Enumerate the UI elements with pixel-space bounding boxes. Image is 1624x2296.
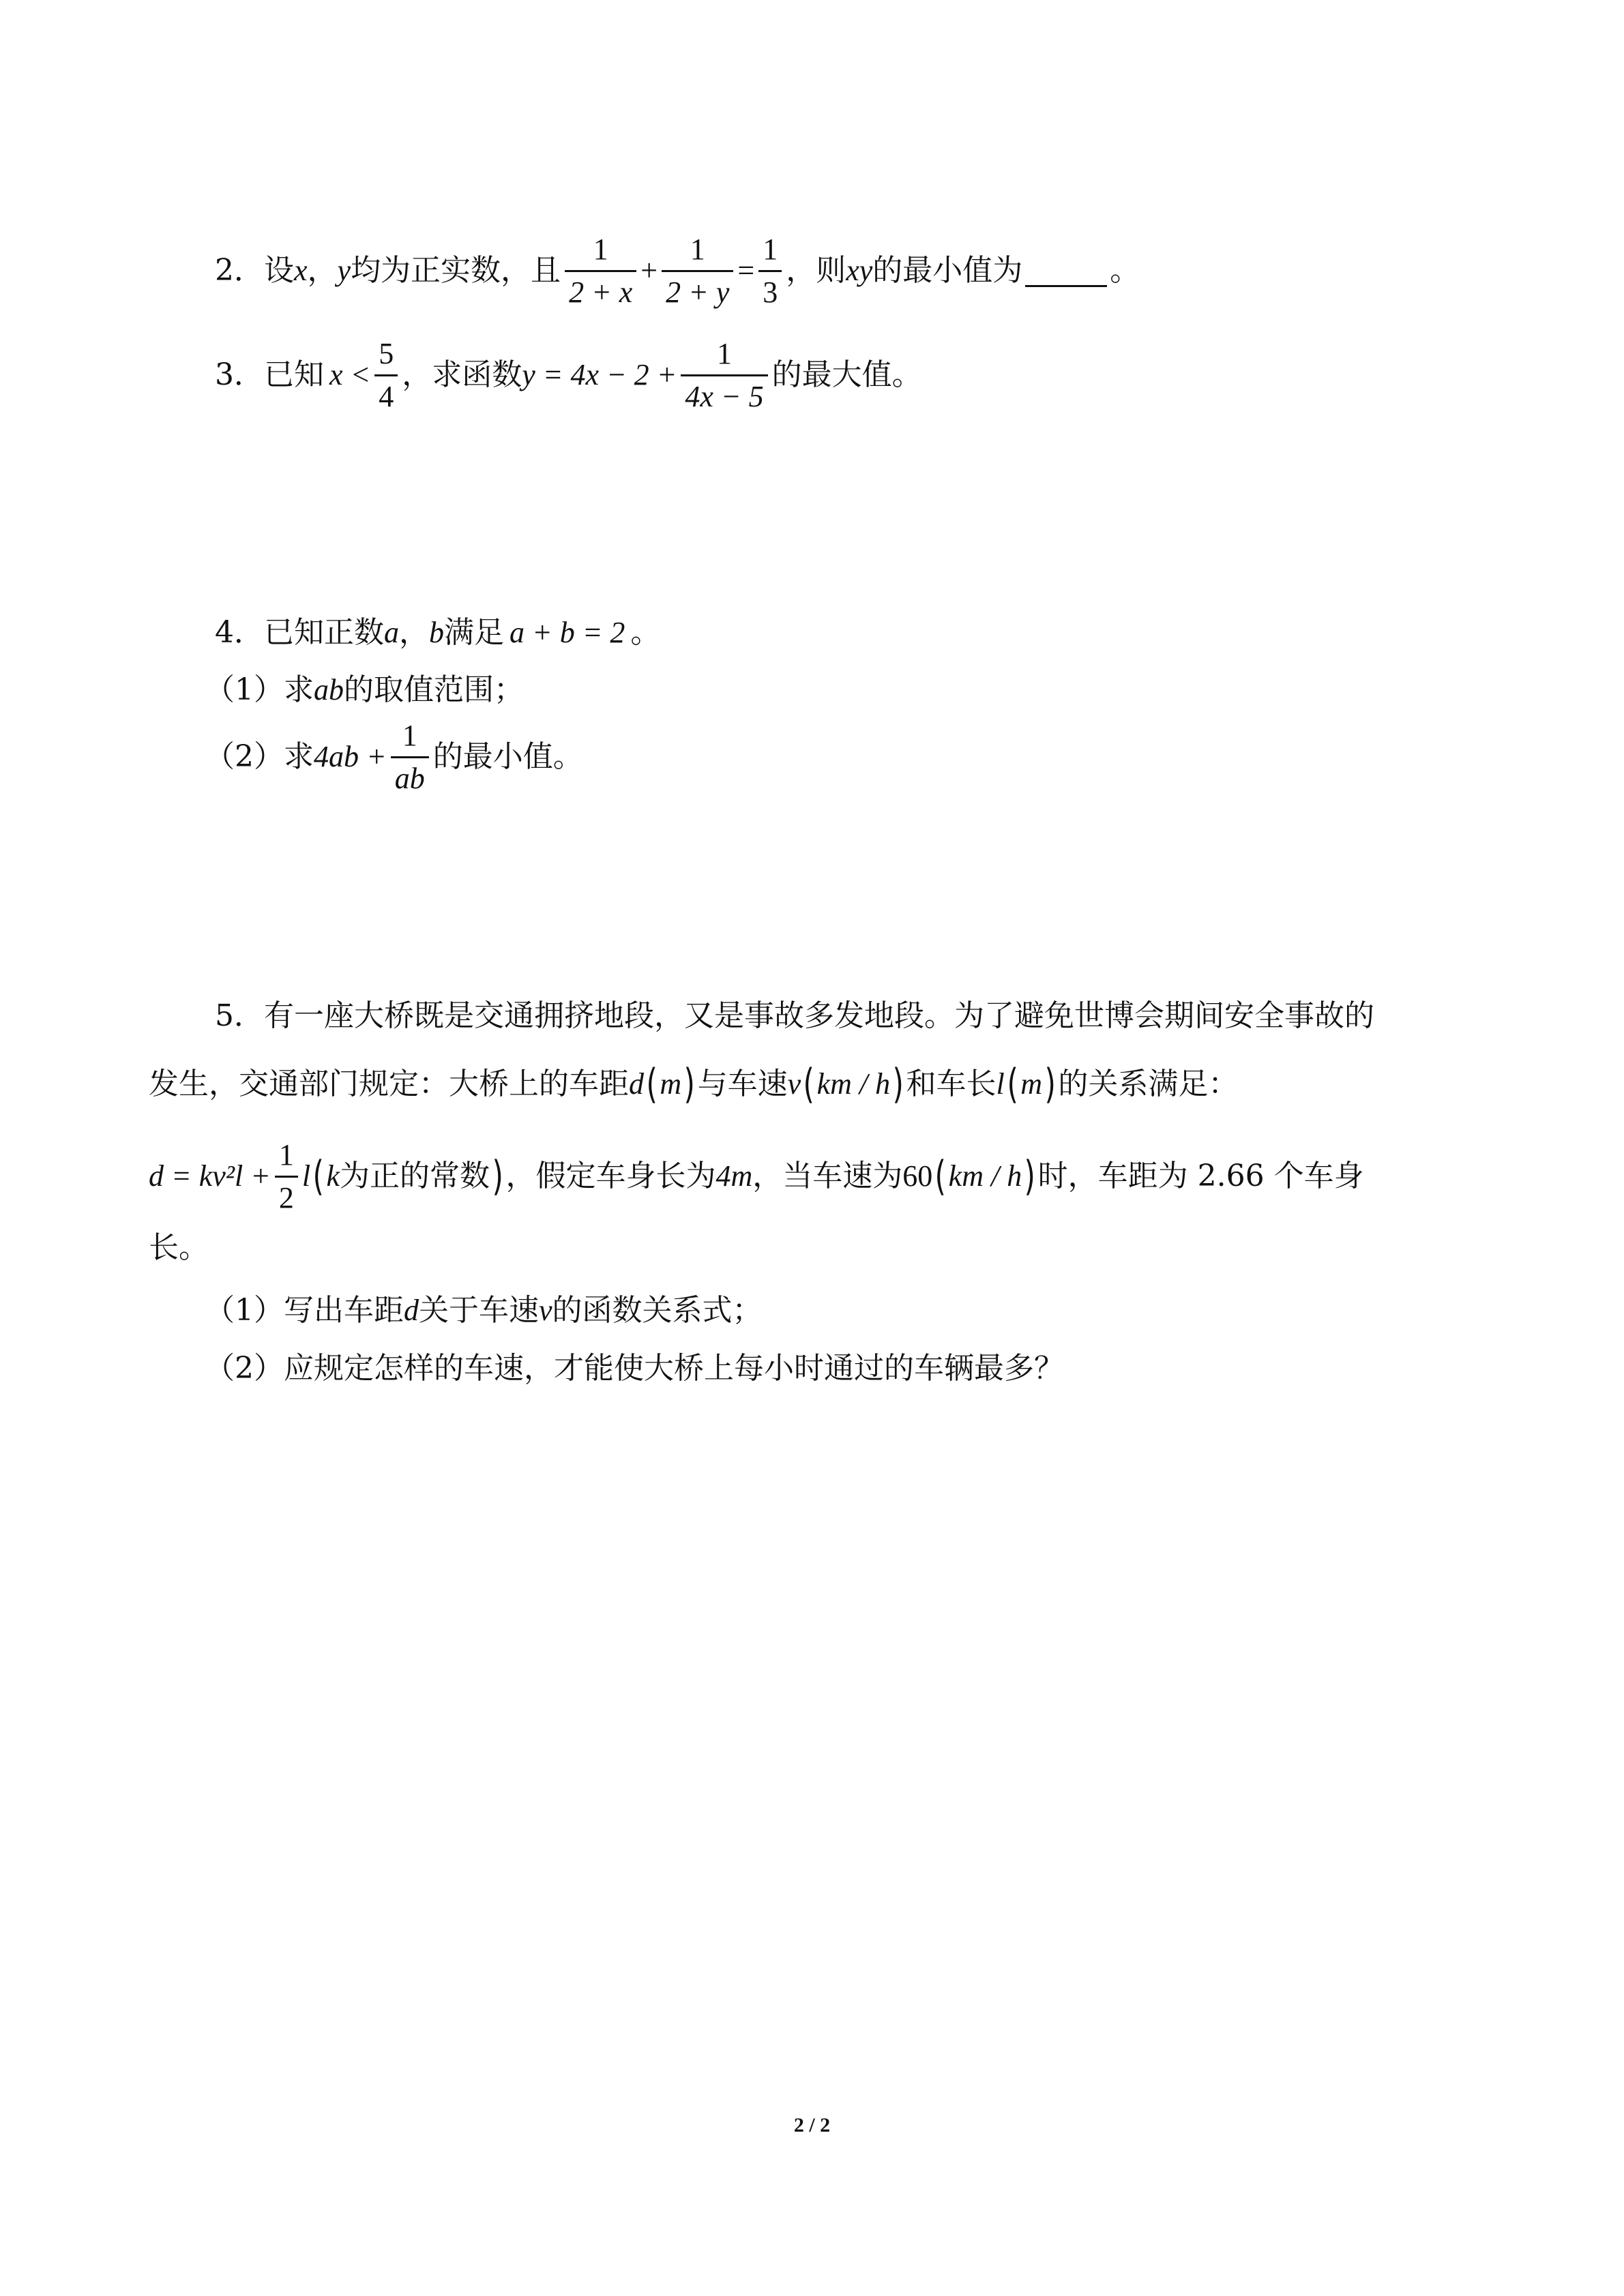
q2-var-x: x — [294, 254, 308, 287]
q4-number: 4．已知正数 — [215, 615, 384, 650]
q2-equals: = — [737, 254, 755, 287]
q5-l2-text-d: 的关系满足： — [1058, 1067, 1239, 1101]
q5-l2-paren-open-3: ( — [1007, 1060, 1018, 1108]
q5-l3-var-l: l — [301, 1159, 311, 1193]
q5-line-1-text: 5．有一座大桥既是交通拥挤地段，又是事故多发地段。为了避免世博会期间安全事故的 — [215, 998, 1374, 1033]
q4-p2-denominator: ab — [391, 756, 429, 796]
q4-equation: a + b = 2 — [510, 616, 625, 649]
q5-p2-text: （2）应规定怎样的车速，才能使大桥上每小时通过的车辆最多？ — [205, 1351, 1064, 1386]
q5-l3-paren-close-2: ) — [1024, 1152, 1036, 1200]
q5-l2-paren-close-1: ) — [683, 1060, 696, 1108]
q5-l2-text-b: 与车速 — [697, 1067, 788, 1101]
q5-l2-paren-open-1: ( — [646, 1060, 658, 1108]
q2-var-xy: xy — [846, 254, 873, 287]
q2-text-1: 均为正实数，且 — [351, 253, 561, 288]
question-4-part-2 — [205, 713, 583, 801]
q3-f1-denominator: 4 — [374, 374, 398, 415]
q2-fraction-3 — [758, 232, 782, 310]
q5-l2-text-a: 发生，交通部门规定：大桥上的车距 — [149, 1067, 629, 1101]
q3-condition: x < — [329, 358, 371, 391]
q5-l3-numerator: 1 — [278, 1137, 294, 1172]
q5-l3-paren-open-1: ( — [312, 1152, 325, 1200]
q5-l3-paren-open-2: ( — [934, 1152, 947, 1200]
q2-comma: ， — [307, 253, 338, 288]
q3-expression: y = 4x − 2 + — [522, 358, 677, 391]
q2-answer-blank — [1025, 255, 1107, 287]
q4-text-1: 满足 — [444, 615, 504, 650]
q5-l2-var-v: v — [787, 1067, 801, 1101]
q5-l3-formula: d = kv²l + — [149, 1159, 271, 1193]
q2-f1-denominator: 2 + x — [565, 270, 636, 310]
q2-plus: + — [640, 254, 658, 287]
q4-var-b: b — [429, 616, 444, 649]
q2-fraction-1 — [565, 232, 636, 310]
q5-l2-paren-close-2: ) — [892, 1060, 904, 1108]
q5-l2-paren-close-3: ) — [1044, 1060, 1056, 1108]
q4-p2-fraction — [391, 718, 429, 796]
q5-l2-unit-m-2: m — [1020, 1067, 1042, 1101]
q2-f3-denominator: 3 — [758, 270, 782, 310]
q3-f2-denominator: 4x − 5 — [681, 374, 767, 415]
q2-f2-denominator: 2 + y — [662, 270, 733, 310]
q5-l3-paren-close-1: ) — [492, 1152, 503, 1200]
q4-text-2: 。 — [630, 615, 661, 650]
q5-l2-unit-m: m — [660, 1067, 682, 1101]
q5-l3-unit-kmh: km / h — [948, 1159, 1022, 1193]
q5-l2-var-d: d — [629, 1067, 644, 1101]
q2-var-y: y — [337, 254, 351, 287]
question-2 — [215, 226, 1140, 315]
q4-p2-expression: 4ab + — [314, 740, 387, 773]
q2-f1-numerator: 1 — [593, 232, 608, 266]
q2-f3-numerator: 1 — [763, 232, 778, 266]
q5-l3-speed: 60 — [902, 1159, 933, 1193]
q2-number: 2．设 — [215, 253, 294, 288]
page-number: 2 / 2 — [793, 2114, 831, 2136]
q5-l3-var-k: k — [326, 1159, 340, 1193]
q5-l3-text-d: 时，车距为 2.66 个车身 — [1037, 1159, 1364, 1193]
q4-p1-ab: ab — [314, 673, 344, 706]
q4-p1-label: （1）求 — [205, 672, 314, 707]
q2-text-2: ，则 — [786, 253, 846, 288]
q4-comma: ， — [399, 615, 429, 650]
q2-text-3: 的最小值为 — [872, 253, 1023, 288]
question-5-line-4 — [149, 1227, 209, 1268]
question-5-part-2 — [205, 1348, 1064, 1389]
question-4 — [215, 612, 660, 653]
q5-p1-text-b: 关于车速 — [419, 1293, 539, 1328]
question-5-line-2 — [149, 1060, 1239, 1108]
q5-l3-text-b: ，假定车身长为 — [505, 1159, 716, 1193]
q4-p2-text: 的最小值。 — [432, 739, 583, 774]
q5-l2-text-c: 和车长 — [906, 1067, 996, 1101]
q5-l2-var-l: l — [996, 1067, 1005, 1101]
question-5-line-1 — [215, 996, 1374, 1037]
q3-text-1: ，求函数 — [402, 357, 522, 392]
q5-l2-paren-open-2: ( — [803, 1060, 815, 1108]
q3-fraction-2 — [681, 336, 767, 415]
q3-f2-numerator: 1 — [716, 336, 732, 370]
q5-p1-var-v: v — [539, 1294, 552, 1327]
q4-p2-label: （2）求 — [205, 739, 314, 774]
q5-l3-fraction — [275, 1137, 298, 1216]
question-3 — [215, 331, 922, 419]
q2-fraction-2 — [662, 232, 733, 310]
q5-l3-text-c: ，当车速为 — [752, 1159, 903, 1193]
question-4-part-1 — [205, 670, 524, 711]
q3-number: 3．已知 — [215, 357, 324, 392]
q5-l3-text-a: 为正的常数 — [340, 1159, 490, 1193]
q2-f2-numerator: 1 — [690, 232, 705, 266]
q5-p1-text-a: （1）写出车距 — [205, 1293, 404, 1328]
q5-l3-length: 4m — [715, 1159, 753, 1193]
q5-line-4-text: 长。 — [149, 1230, 209, 1265]
question-5-line-3 — [149, 1132, 1364, 1221]
q5-p1-var-d: d — [404, 1294, 419, 1327]
q4-p2-numerator: 1 — [402, 718, 417, 752]
q3-fraction-1 — [374, 336, 398, 415]
q3-text-2: 的最大值。 — [771, 357, 922, 392]
question-5-part-1 — [205, 1290, 763, 1331]
q2-text-4: 。 — [1110, 253, 1140, 288]
q3-f1-numerator: 5 — [379, 336, 394, 370]
q5-p1-text-c: 的函数关系式； — [552, 1293, 763, 1328]
q4-p1-text: 的取值范围； — [344, 672, 524, 707]
q5-l2-unit-kmh: km / h — [816, 1067, 891, 1101]
q5-l3-denominator: 2 — [275, 1176, 298, 1216]
q4-var-a: a — [384, 616, 399, 649]
